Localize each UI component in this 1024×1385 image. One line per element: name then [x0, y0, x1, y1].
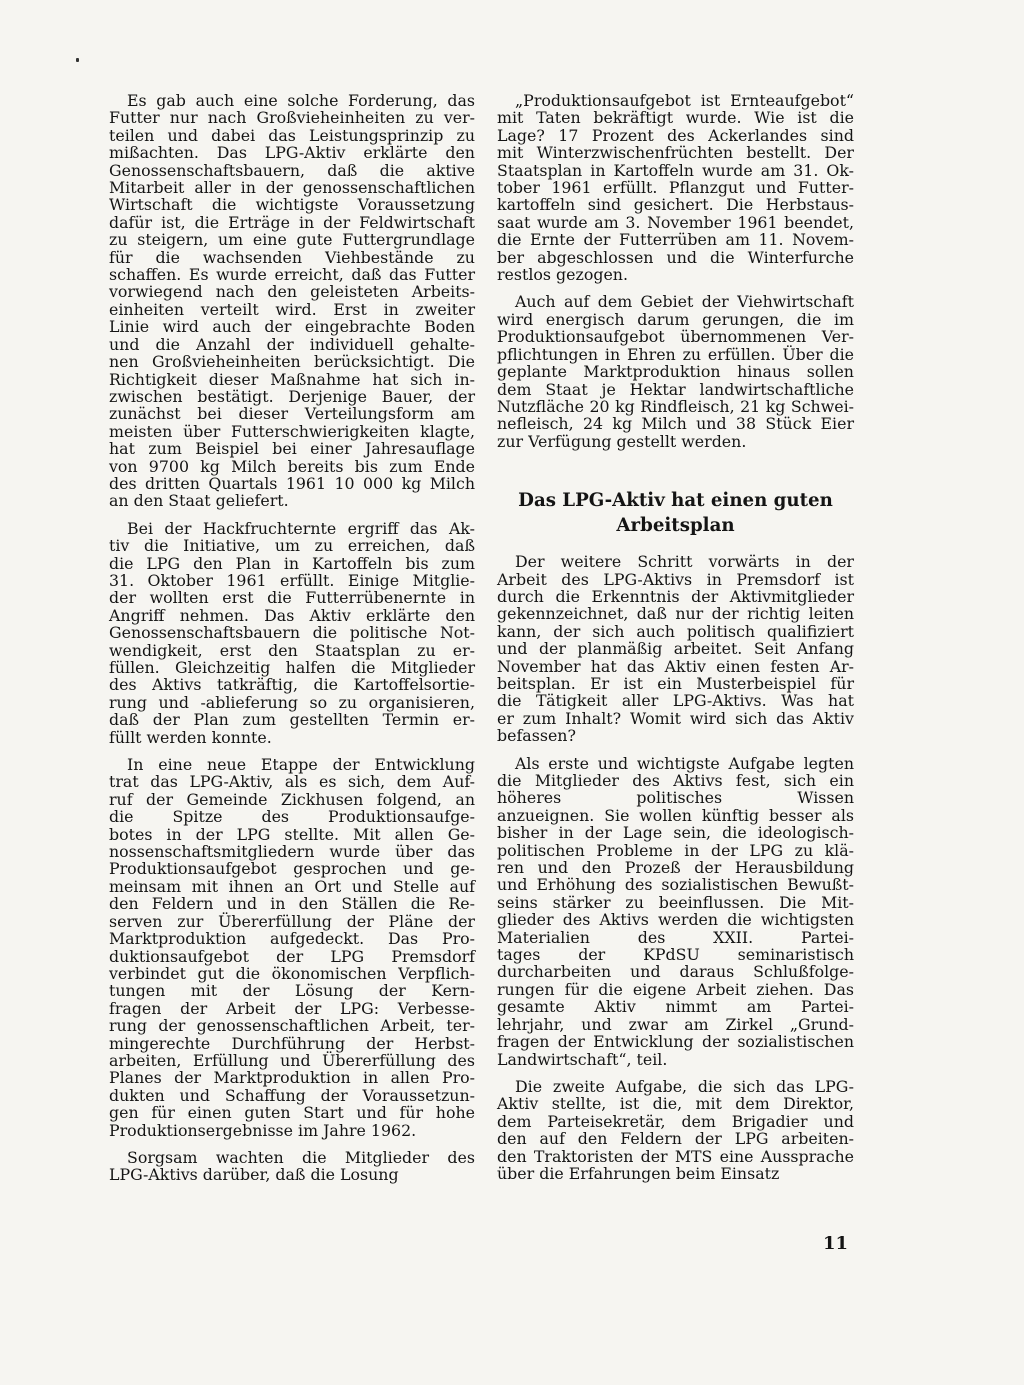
paragraph: [497, 92, 854, 283]
text-line: er zum Inhalt? Womit wird sich das Aktiv: [497, 708, 854, 728]
text-line: kartoffeln sind gesichert. Die Herbstaus-: [497, 195, 854, 215]
text-line: „Produktionsaufgebot ist Ernteaufgebot“: [515, 91, 854, 110]
text-line: einheiten verteilt wird. Erst in zweiter: [109, 299, 475, 319]
text-line: Angriff nehmen. Das Aktiv erklärte den: [109, 605, 475, 625]
text-line: Es gab auch eine solche Forderung, das: [127, 91, 475, 110]
text-line: 31. Oktober 1961 erfüllt. Einige Mitglie-: [109, 570, 475, 590]
text-line: bisher in der Lage sein, die ideologisch-: [497, 823, 854, 843]
text-line: gesamte Aktiv nimmt am Partei-: [497, 997, 854, 1017]
text-line: verbindet gut die ökonomischen Verpflich-: [109, 963, 475, 983]
text-line: lehrjahr, und zwar am Zirkel „Grund-: [497, 1014, 854, 1034]
text-line: die Mitglieder des Aktivs fest, sich ein: [497, 771, 854, 790]
text-line: Lage? 17 Prozent des Ackerlandes sind: [497, 125, 854, 145]
text-line: hat zum Beispiel bei einer Jahresauflage: [109, 439, 475, 459]
text-line: die Spitze des Produktionsaufge-: [109, 807, 475, 827]
text-line: befassen?: [497, 726, 576, 746]
text-line: nossenschaftsmitgliedern wurde über das: [109, 842, 475, 862]
text-line: Marktproduktion aufgedeckt. Das Pro-: [109, 929, 475, 949]
text-line: mingerechte Durchführung der Herbst-: [109, 1033, 475, 1053]
text-line: gekennzeichnet, daß nur der richtig leiten: [497, 604, 854, 624]
text-line: saat wurde am 3. November 1961 beendet,: [497, 212, 854, 232]
text-line: Bei der Hackfruchternte ergriff das Ak-: [127, 518, 475, 538]
text-line: Richtigkeit dieser Maßnahme hat sich in-: [109, 369, 475, 389]
text-line: fragen der Arbeit der LPG: Verbesse-: [109, 998, 475, 1018]
text-line: den auf den Feldern der LPG arbeiten-: [497, 1129, 854, 1149]
text-line: Arbeit des LPG-Aktivs in Premsdorf ist: [497, 569, 854, 589]
text-line: teilen und dabei das Leistungsprinzip zu: [109, 125, 475, 145]
text-line: Die zweite Aufgabe, die sich das LPG-: [515, 1076, 854, 1096]
text-line: kann, der sich auch politisch qualifiziert: [497, 621, 854, 641]
text-line: serven zur Übererfüllung der Pläne der: [109, 911, 475, 931]
text-line: November hat das Aktiv einen festen Ar-: [497, 656, 854, 676]
text-line: Landwirtschaft“, teil.: [497, 1049, 668, 1069]
text-line: In eine neue Etappe der Entwicklung: [127, 755, 475, 775]
section-heading: [497, 488, 854, 538]
text-line: tiv die Initiative, um zu erreichen, daß: [109, 536, 475, 556]
text-line: anzueignen. Sie wollen künftig besser als: [497, 805, 854, 825]
text-line: über die Erfahrungen beim Einsatz: [497, 1163, 780, 1183]
text-line: schaffen. Es wurde erreicht, daß das Futter: [109, 265, 475, 285]
text-line: meisten über Futterschwierigkeiten klagte,: [109, 421, 475, 441]
text-line: Der weitere Schritt vorwärts in der: [515, 552, 854, 572]
text-line: ruf der Gemeinde Zickhusen folgend, an: [109, 789, 475, 809]
text-line: die Tätigkeit aller LPG-Aktivs. Was hat: [497, 691, 854, 711]
text-line: Auch auf dem Gebiet der Viehwirtschaft: [515, 292, 854, 312]
text-line: fragen der Entwicklung der sozialistischen: [497, 1032, 854, 1052]
text-line: gen für einen guten Start und für hohe: [109, 1103, 475, 1123]
text-line: Planes der Marktproduktion in allen Pro-: [109, 1068, 475, 1088]
paragraph: [497, 293, 854, 450]
text-line: beitsplan. Er ist ein Musterbeispiel für: [497, 673, 854, 693]
right-column-top-text: [497, 92, 854, 450]
text-line: mißachten. Das LPG-Aktiv erklärte den: [109, 143, 475, 163]
text-line: des Aktivs tatkräftig, die Kartoffelsortie-: [109, 675, 475, 695]
text-line: botes in der LPG stellte. Mit allen Ge-: [109, 824, 475, 844]
text-line: die Ernte der Futterrüben am 11. Novem-: [497, 230, 854, 250]
text-line: arbeiten, Erfüllung und Übererfüllung des: [109, 1050, 475, 1070]
ink-speck: [76, 58, 79, 62]
text-line: Linie wird auch der eingebrachte Boden: [109, 317, 475, 337]
text-line: Materialien des XXII. Partei-: [497, 927, 854, 947]
text-line: von 9700 kg Milch bereits bis zum Ende: [109, 456, 475, 476]
text-line: wendigkeit, erst den Staatsplan zu er-: [109, 640, 475, 660]
text-line: Staatsplan in Kartoffeln wurde am 31. Ok-: [497, 160, 854, 180]
text-line: tober 1961 erfüllt. Pflanzgut und Futter-: [497, 178, 854, 198]
paragraph: [109, 520, 475, 746]
text-line: Sorgsam wachten die Mitglieder des: [127, 1147, 475, 1167]
text-line: LPG-Aktivs darüber, daß die Losung: [109, 1165, 399, 1185]
text-line: seins stärker zu beeinflussen. Die Mit-: [497, 892, 854, 912]
text-line: und Erhöhung des sozialistischen Bewußt-: [497, 875, 854, 895]
text-line: meinsam mit ihnen an Ort und Stelle auf: [109, 876, 475, 896]
text-line: wird energisch darum gerungen, die im: [497, 309, 854, 329]
text-line: des dritten Quartals 1961 10 000 kg Milch: [109, 473, 475, 493]
text-line: nefleisch, 24 kg Milch und 38 Stück Eier: [497, 414, 854, 434]
text-line: nen Großvieheinheiten berücksichtigt. Die: [109, 352, 475, 372]
text-line: zunächst bei dieser Verteilungsform am: [109, 404, 475, 424]
text-line: höheres politisches Wissen: [497, 788, 854, 808]
text-line: geplante Marktproduktion hinaus sollen: [497, 362, 854, 382]
text-line: restlos gezogen.: [497, 265, 628, 285]
text-line: zwischen bestätigt. Derjenige Bauer, der: [109, 386, 475, 406]
text-line: und der planmäßig arbeitet. Seit Anfang: [497, 639, 854, 659]
paragraph: [109, 756, 475, 1139]
text-line: dem Staat je Hektar landwirtschaftliche: [497, 379, 854, 399]
text-line: duktionsaufgebot der LPG Premsdorf: [109, 946, 475, 966]
paragraph: [497, 1078, 854, 1182]
paragraph: [497, 755, 854, 1068]
text-line: an den Staat geliefert.: [109, 491, 289, 511]
text-line: daß der Plan zum gestellten Termin er-: [109, 710, 475, 730]
text-line: rungen für die eigene Arbeit ziehen. Das: [497, 979, 854, 999]
section-heading-line-2: Arbeitsplan: [616, 515, 735, 537]
text-line: Genossenschaftsbauern, daß die aktive: [109, 160, 475, 180]
section-heading-line-1: Das LPG-Aktiv hat einen guten: [518, 490, 833, 512]
text-line: zu steigern, um eine gute Futtergrundlage: [109, 230, 475, 250]
text-line: dafür ist, die Erträge in der Feldwirtschaft: [109, 212, 475, 232]
paragraph: [109, 1149, 475, 1184]
text-line: mit Winterzwischenfrüchten bestellt. Der: [497, 143, 854, 163]
text-line: zur Verfügung gestellt werden.: [497, 431, 747, 451]
text-line: trat das LPG-Aktiv, als es sich, dem Auf-: [109, 772, 475, 792]
text-line: pflichtungen in Ehren zu erfüllen. Über die: [497, 344, 854, 364]
text-line: dem Parteisekretär, dem Brigadier und: [497, 1111, 854, 1131]
text-line: den Traktoristen der MTS eine Aussprache: [497, 1146, 854, 1166]
page-number: 11: [823, 1233, 849, 1254]
text-line: der wollten erst die Futterrübenernte in: [109, 588, 475, 608]
text-line: und die Anzahl der individuell gehalte-: [109, 334, 475, 354]
text-line: Produktionsaufgebot gesprochen und ge-: [109, 859, 475, 879]
text-line: durch die Erkenntnis der Aktivmitglieder: [497, 586, 854, 606]
paragraph: [497, 553, 854, 744]
text-line: Aktiv stellte, ist die, mit dem Direktor,: [497, 1094, 854, 1114]
text-line: den Feldern und in den Ställen die Re-: [109, 894, 475, 914]
text-line: tungen mit der Lösung der Kern-: [109, 981, 475, 1001]
text-line: Als erste und wichtigste Aufgabe legten: [515, 753, 854, 773]
text-line: Nutzfläche 20 kg Rindfleisch, 21 kg Schwei-: [497, 396, 854, 416]
text-line: vorwiegend nach den geleisteten Arbeits-: [109, 282, 475, 302]
text-line: füllt werden konnte.: [109, 727, 272, 747]
text-line: politischen Probleme in der LPG zu klä-: [497, 840, 854, 860]
text-line: Mitarbeit aller in der genossenschaftlichen: [109, 178, 475, 198]
text-line: Produktionsaufgebot übernommenen Ver-: [497, 327, 854, 347]
text-line: ren und den Prozeß der Herausbildung: [497, 858, 854, 878]
right-column-bottom-text: [497, 553, 854, 1182]
text-line: dukten und Schaffung der Voraussetzun-: [109, 1085, 475, 1105]
text-line: Futter nur nach Großvieheinheiten zu ver-: [109, 108, 475, 128]
left-column: [109, 92, 475, 1184]
right-column: [497, 92, 854, 1182]
text-line: rung der genossenschaftlichen Arbeit, ter-: [109, 1016, 475, 1036]
text-line: ber abgeschlossen und die Winterfurche: [497, 247, 854, 267]
paragraph: [109, 92, 475, 510]
text-line: glieder des Aktivs werden die wichtigsten: [497, 910, 854, 930]
text-line: füllen. Gleichzeitig halfen die Mitglieder: [109, 658, 475, 677]
text-line: für die wachsenden Viehbestände zu: [109, 247, 475, 267]
text-line: tages der KPdSU seminaristisch: [497, 945, 854, 965]
text-line: Produktionsergebnisse im Jahre 1962.: [109, 1120, 417, 1140]
text-line: Wirtschaft die wichtigste Voraussetzung: [109, 195, 475, 215]
text-line: die LPG den Plan in Kartoffeln bis zum: [109, 553, 475, 573]
text-line: rung und -ablieferung so zu organisieren,: [109, 692, 475, 712]
text-line: durcharbeiten und daraus Schlußfolge-: [497, 962, 854, 982]
text-line: mit Taten bekräftigt wurde. Wie ist die: [497, 108, 854, 128]
text-line: Genossenschaftsbauern die politische Not-: [109, 623, 475, 643]
